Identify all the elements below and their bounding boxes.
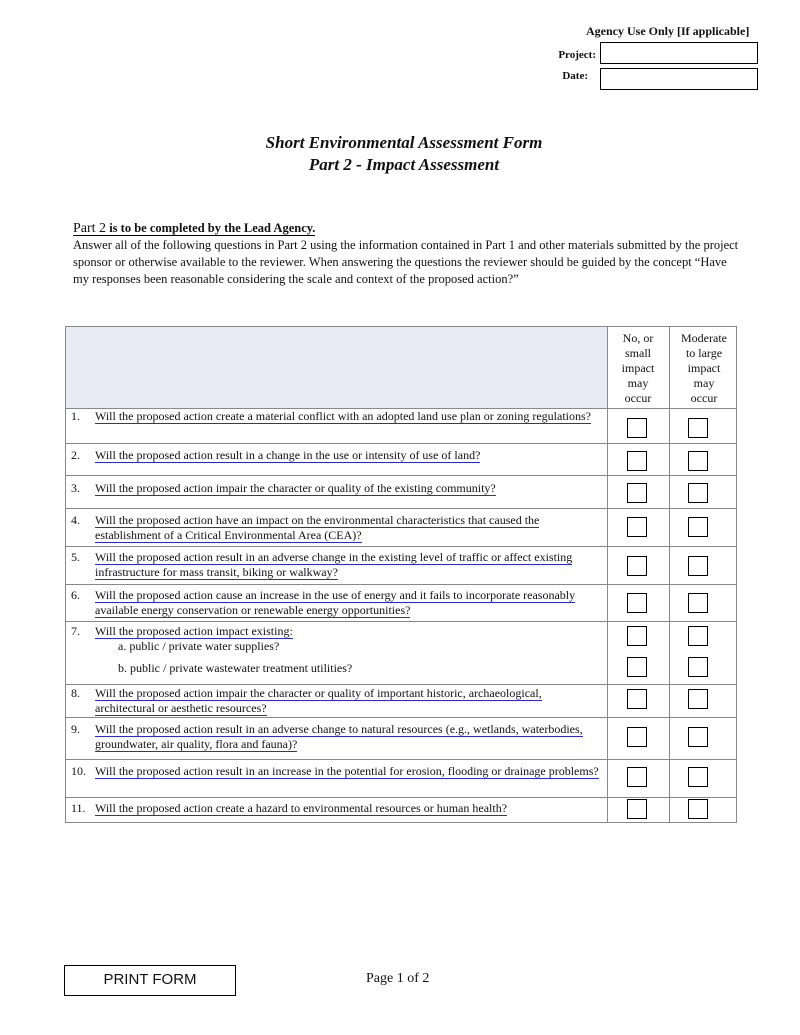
q4-no-impact-checkbox[interactable] — [627, 517, 647, 537]
question-text: Will the proposed action impair the character or quality of the existing community? — [95, 481, 496, 495]
q10-no-impact-checkbox[interactable] — [627, 767, 647, 787]
project-field[interactable] — [600, 42, 758, 64]
question-text: Will the proposed action result in an adverse change in the existing level of traffic or affect existing infrastructure for mass transit, biking or walkway? — [95, 550, 573, 579]
q7b-moderate-impact-checkbox[interactable] — [688, 657, 708, 677]
q9-moderate-impact-checkbox[interactable] — [688, 727, 708, 747]
q4-moderate-impact-checkbox[interactable] — [688, 517, 708, 537]
question-text: Will the proposed action cause an increase in the use of energy and it fails to incorporate reasonably available energy conservation or renewable energy opportunities? — [95, 588, 576, 617]
agency-use-title: Agency Use Only [If applicable] — [586, 24, 750, 38]
print-form-button[interactable]: PRINT FORM — [64, 965, 236, 996]
q6-moderate-impact-checkbox[interactable] — [688, 593, 708, 613]
q6-no-impact-checkbox[interactable] — [627, 593, 647, 613]
heading-text: is to be completed by the Lead Agency. — [106, 221, 316, 235]
question-text: Will the proposed action result in an increase in the potential for erosion, flooding or drainage problems? — [95, 764, 599, 778]
col-header-no-impact: No, or small impact may occur — [621, 331, 655, 405]
q3-moderate-impact-checkbox[interactable] — [688, 483, 708, 503]
header-blank-cell — [66, 327, 607, 408]
question-text: Will the proposed action result in a change in the use or intensity of use of land? — [95, 448, 481, 462]
q7a-no-impact-checkbox[interactable] — [627, 626, 647, 646]
q8-moderate-impact-checkbox[interactable] — [688, 689, 708, 709]
q5-moderate-impact-checkbox[interactable] — [688, 556, 708, 576]
form-subtitle: Part 2 - Impact Assessment — [308, 155, 500, 174]
form-title: Short Environmental Assessment Form — [265, 133, 543, 152]
col-header-moderate-impact: Moderate to large impact may occur — [681, 331, 727, 405]
question-text: Will the proposed action impair the character or quality of important historic, archaeological, architectural or aesthetic resources? — [95, 686, 542, 715]
question-text: Will the proposed action have an impact on the environmental characteristics that caused the establishment of a Critical Environmental Area (CEA)? — [95, 513, 540, 542]
q8-no-impact-checkbox[interactable] — [627, 689, 647, 709]
instructions-body: Answer all of the following questions in Part 2 using the information contained in Part 1 and other materials submitted by the project sponsor or otherwise available to the reviewer. When answering the questions the reviewer should be guided by the concept “Have my responses been reasonable considering the scale and context of the proposed action?” — [73, 238, 739, 286]
impact-table: No, or small impact may occur Moderate to large impact may occur 1. Will the proposed action create a material conflict with an adopted land use plan or zoning regulations? 2. Will the proposed action result in a change in the use or intensity of use of land? 3. Will the proposed action impair the character or quality of the existing community? 4. Will the proposed action have an impact on the environmental characteristics that caused the establishment of a Critical Environmental Area (CEA)? 5. Will the proposed action result in an adverse change in the existing level of traffic or affect existing infrastructure for mass transit, biking or walkway? 6. Will the proposed action cause an increase in the use of energy and it fails to incorporate reasonably available energy conservation or renewable energy opportunities? 7. Will the proposed action impact existing: a. public / private water supplies? b. public / private wastewater treatment utilities? 8. Will the proposed action impair the character or quality of important historic, archaeological, architectural or aesthetic resources? 9. Will the proposed action result in an adverse change to natural resources (e.g., wetlands, waterbodies, groundwater, air quality, flora and fauna)? 10. Will the proposed action result in an increase in the potential for erosion, flooding or drainage problems? 11. Will the proposed action create a hazard to environmental resources or human health? — [65, 326, 737, 823]
q11-moderate-impact-checkbox[interactable] — [688, 799, 708, 819]
question-7b-text: b. public / private wastewater treatment utilities? — [118, 661, 353, 675]
q1-moderate-impact-checkbox[interactable] — [688, 418, 708, 438]
date-field[interactable] — [600, 68, 758, 90]
question-text: Will the proposed action impact existing: — [95, 624, 293, 638]
instructions-heading — [73, 220, 743, 237]
q7b-no-impact-checkbox[interactable] — [627, 657, 647, 677]
q1-no-impact-checkbox[interactable] — [627, 418, 647, 438]
part-label: Part 2 — [73, 221, 107, 236]
question-7a-text: a. public / private water supplies? — [118, 639, 280, 653]
q11-no-impact-checkbox[interactable] — [627, 799, 647, 819]
q10-moderate-impact-checkbox[interactable] — [688, 767, 708, 787]
q2-moderate-impact-checkbox[interactable] — [688, 451, 708, 471]
question-text: Will the proposed action create a material conflict with an adopted land use plan or zoning regulations? — [95, 409, 592, 423]
question-text: Will the proposed action create a hazard to environmental resources or human health? — [95, 801, 508, 815]
q2-no-impact-checkbox[interactable] — [627, 451, 647, 471]
question-row: 7. Will the proposed action impact existing: a. public / private water supplies? b. public / private wastewater treatment utilities? — [71, 624, 353, 675]
q9-no-impact-checkbox[interactable] — [627, 727, 647, 747]
q5-no-impact-checkbox[interactable] — [627, 556, 647, 576]
q7a-moderate-impact-checkbox[interactable] — [688, 626, 708, 646]
question-text: Will the proposed action result in an adverse change to natural resources (e.g., wetlands, waterbodies, groundwater, air quality, flora and fauna)? — [95, 722, 583, 751]
project-label: Project: — [558, 49, 596, 61]
page-number: Page 1 of 2 — [366, 971, 430, 986]
instructions — [73, 220, 743, 288]
date-label: Date: — [562, 70, 588, 82]
q3-no-impact-checkbox[interactable] — [627, 483, 647, 503]
